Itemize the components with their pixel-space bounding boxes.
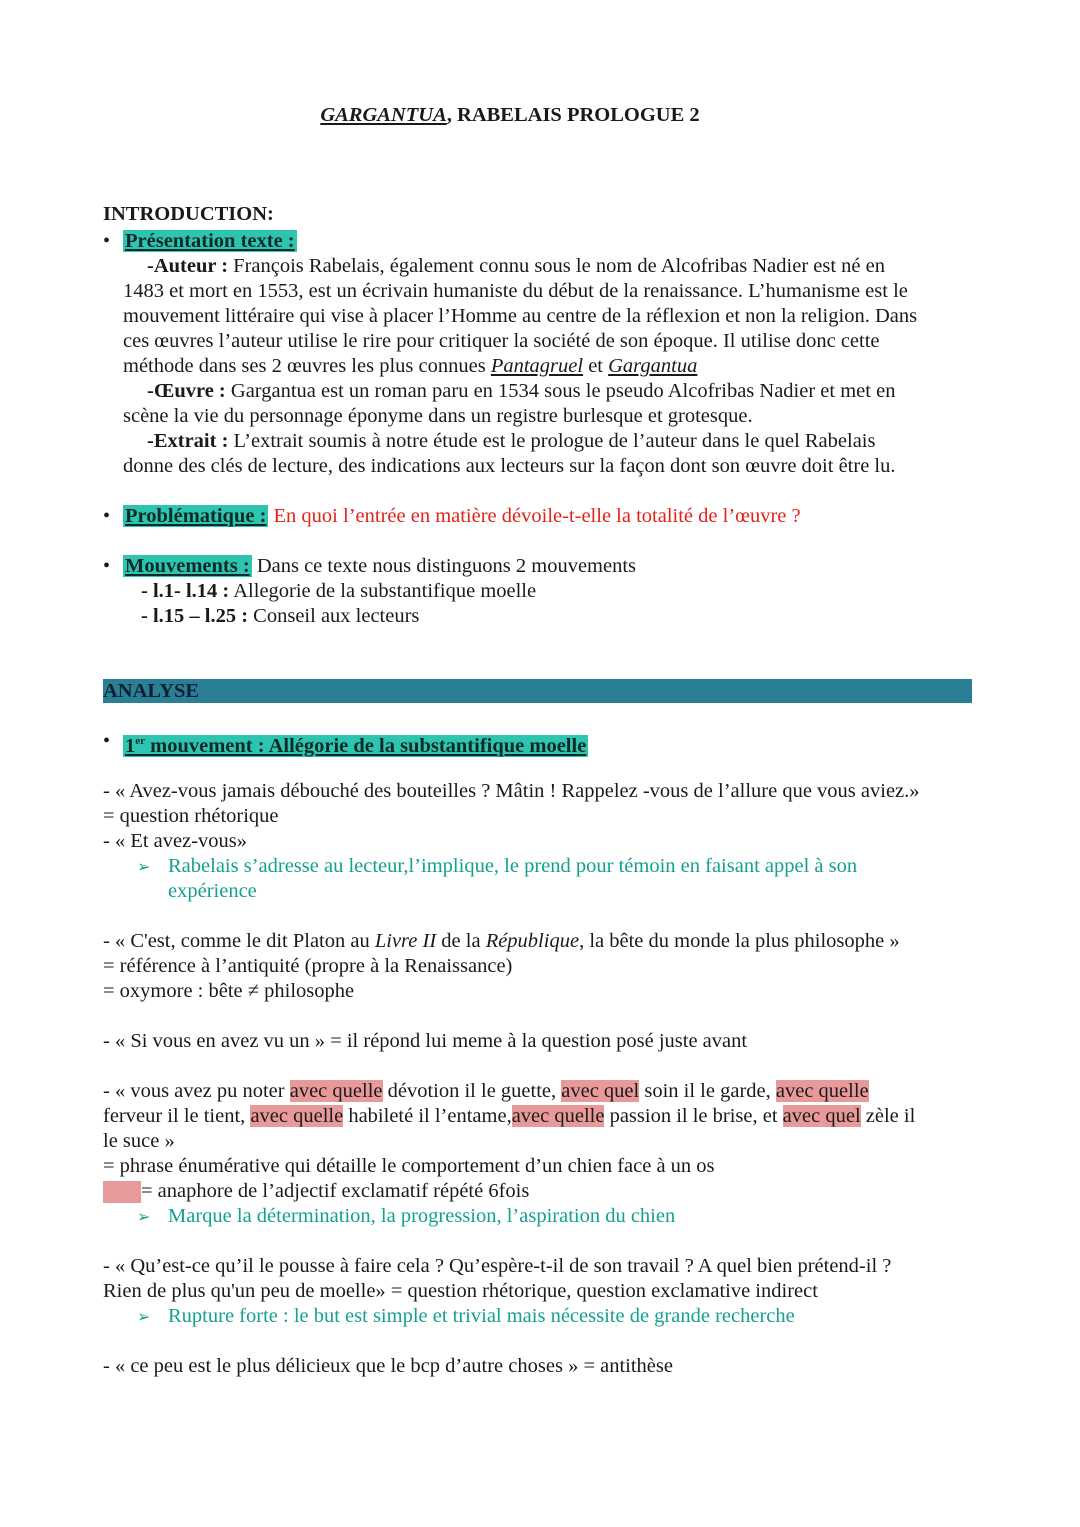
arrow-icon: ➢: [137, 1309, 151, 1326]
analysis-1: = question rhétorique: [103, 805, 279, 827]
bullet-icon: •: [103, 730, 111, 752]
arrow-note-6: Rupture forte : le but est simple et trivial mais nécessite de grande recherche: [168, 1305, 795, 1327]
document-title: [0, 104, 1020, 127]
arrow-icon: ➢: [137, 859, 151, 876]
extrait-line-2: donne des clés de lecture, des indications aux lecteurs sur la façon dont son œuvre doit être lu.: [123, 455, 896, 477]
auteur-line-2: 1483 et mort en 1553, est un écrivain humaniste du début de la renaissance. L’humanisme est le: [123, 280, 908, 302]
quote-1: - « Avez-vous jamais débouché des bouteilles ? Mâtin ! Rappelez -vous de l’allure que vous aviez.»: [103, 780, 920, 802]
quote-3: - « C'est, comme le dit Platon au Livre II de la République, la bête du monde la plus philosophe »: [103, 930, 900, 952]
presentation-label: Présentation texte :: [125, 230, 295, 252]
auteur-line-1: -Auteur : François Rabelais, également connu sous le nom de Alcofribas Nadier est né en: [147, 255, 885, 277]
quote-5-line-2: ferveur il le tient, avec quelle habileté il l’entame,avec quelle passion il le brise, et avec quel zèle il: [103, 1105, 916, 1127]
bullet-icon: •: [103, 505, 111, 527]
analyse-heading-bar: [103, 679, 972, 703]
quote-5-line-3: le suce »: [103, 1130, 175, 1152]
problematique-question: En quoi l’entrée en matière dévoile-t-elle la totalité de l’œuvre ?: [268, 505, 801, 527]
arrow-note-5: Marque la détermination, la progression, l’aspiration du chien: [168, 1205, 676, 1227]
quote-5-line-1: - « vous avez pu noter avec quelle dévotion il le guette, avec quel soin il le garde, avec quelle: [103, 1080, 869, 1102]
arrow-icon: ➢: [137, 1209, 151, 1226]
problematique-line: Problématique : En quoi l’entrée en matière dévoile-t-elle la totalité de l’œuvre ?: [125, 505, 801, 527]
bullet-icon: •: [103, 230, 111, 252]
auteur-line-3: mouvement littéraire qui vise à placer l’Homme au centre de la réflexion et non la religion. Dans: [123, 305, 918, 327]
mouvement-2: - l.15 – l.25 : Conseil aux lecteurs: [141, 605, 420, 627]
introduction-heading: INTRODUCTION:: [103, 203, 274, 225]
arrow-note-1b: expérience: [168, 880, 257, 902]
oeuvre-line-2: scène la vie du personnage éponyme dans un registre burlesque et grotesque.: [123, 405, 753, 427]
mouvement-1: - l.1- l.14 : Allegorie de la substantifique moelle: [141, 580, 537, 602]
bullet-icon: •: [103, 555, 111, 577]
title-rest: , RABELAIS PROLOGUE 2: [446, 104, 700, 126]
quote-4: - « Si vous en avez vu un » = il répond lui meme à la question posé juste avant: [103, 1030, 748, 1052]
quote-7: - « ce peu est le plus délicieux que le bcp d’autre choses » = antithèse: [103, 1355, 673, 1377]
quote-6-line-1: - « Qu’est-ce qu’il le pousse à faire cela ? Qu’espère-t-il de son travail ? A quel bien prétend-il ?: [103, 1255, 892, 1277]
oeuvre-line-1: -Œuvre : Gargantua est un roman paru en 1534 sous le pseudo Alcofribas Nadier et met en: [147, 380, 896, 402]
work-pantagruel: Pantagruel: [490, 355, 584, 377]
analyse-heading: ANALYSE: [103, 680, 200, 702]
extrait-line-1: -Extrait : L’extrait soumis à notre étude est le prologue de l’auteur dans le quel Rabelais: [147, 430, 876, 452]
highlight-legend-swatch: [103, 1181, 141, 1203]
quote-6-line-2: Rien de plus qu'un peu de moelle» = question rhétorique, question exclamative indirect: [103, 1280, 818, 1302]
analysis-5b: = anaphore de l’adjectif exclamatif répété 6fois: [141, 1180, 530, 1202]
auteur-line-4: ces œuvres l’auteur utilise le rire pour critiquer la société de son époque. Il utilise donc cette: [123, 330, 880, 352]
work-gargantua: Gargantua: [608, 355, 698, 377]
analysis-5a: = phrase énumérative qui détaille le comportement d’un chien face à un os: [103, 1155, 715, 1177]
mouvements-line: Mouvements : Dans ce texte nous distinguons 2 mouvements: [125, 555, 637, 577]
mouvement-heading: 1er mouvement : Allégorie de la substantifique moelle: [125, 734, 587, 757]
arrow-note-1: Rabelais s’adresse au lecteur,l’implique, le prend pour témoin en faisant appel à son: [168, 855, 858, 877]
auteur-line-5: méthode dans ses 2 œuvres les plus connues Pantagruel et Gargantua: [123, 355, 698, 377]
analysis-3b: = oxymore : bête ≠ philosophe: [103, 980, 355, 1002]
analysis-3a: = référence à l’antiquité (propre à la Renaissance): [103, 955, 513, 977]
title-work: GARGANTUA: [320, 104, 447, 126]
quote-2: - « Et avez-vous»: [103, 830, 248, 852]
